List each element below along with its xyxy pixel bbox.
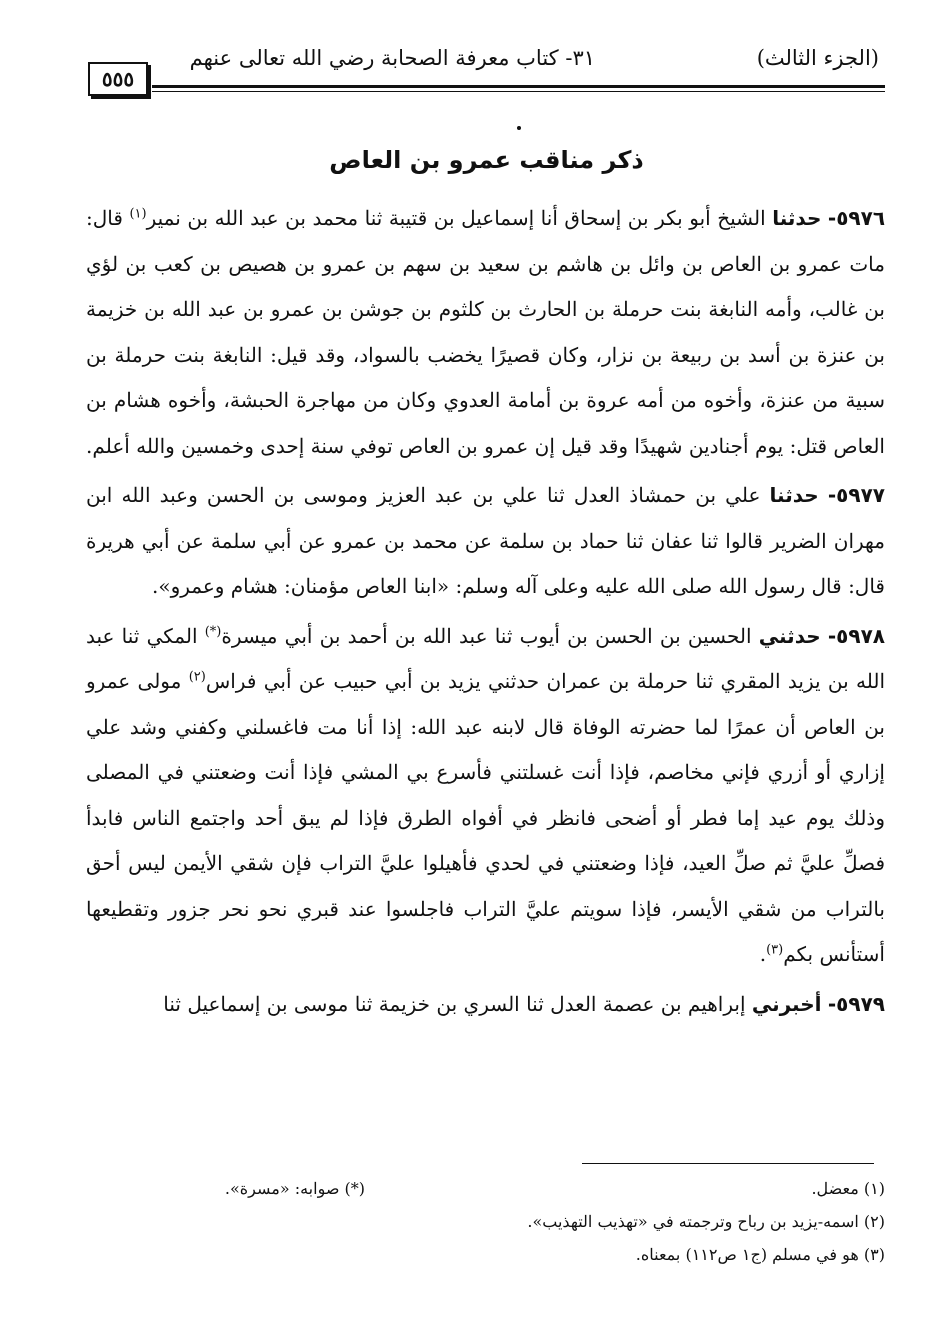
hadith-keyword: حدثني bbox=[758, 623, 821, 648]
hadith-paragraph bbox=[86, 196, 885, 469]
hadith-text: الشيخ أبو بكر بن إسحاق أنا إسماعيل بن قتيبة ثنا محمد بن عبد الله بن نمير bbox=[146, 206, 766, 230]
hadith-number: ٥٩٧٧- bbox=[827, 483, 885, 507]
footnotes bbox=[120, 1172, 885, 1271]
volume-label: (الجزء الثالث) bbox=[756, 46, 879, 70]
running-title: ٣١- كتاب معرفة الصحابة رضي الله تعالى عنهم bbox=[189, 46, 595, 70]
section-title: ذكر مناقب عمرو بن العاص bbox=[329, 146, 644, 174]
hadith-keyword: حدثنا bbox=[769, 483, 819, 507]
hadith-text-end: . bbox=[759, 942, 767, 966]
hadith-paragraph bbox=[86, 473, 885, 610]
footnote-2: (٢) اسمه-يزيد بن رباح وترجمته في «تهذيب التهذيب». bbox=[527, 1212, 885, 1231]
hadith-keyword: أخبرني bbox=[751, 991, 822, 1016]
footnote-ref: (٣) bbox=[766, 942, 784, 958]
hadith-keyword: حدثنا bbox=[772, 206, 822, 230]
footnote-star: (*) صوابه: «مسرة». bbox=[224, 1179, 365, 1198]
hadith-text: إبراهيم بن عصمة العدل ثنا السري بن خزيمة ثنا موسى بن إسماعيل ثنا bbox=[163, 991, 746, 1016]
footnote-3: (٣) هو في مسلم (ج١ ص١١٢) بمعناه. bbox=[635, 1245, 885, 1264]
footnote-row bbox=[120, 1205, 885, 1238]
footnote-1: (١) معضل. bbox=[811, 1179, 885, 1198]
hadith-number: ٥٩٧٨- bbox=[827, 623, 885, 648]
hadith-number: ٥٩٧٩- bbox=[827, 991, 885, 1016]
main-text bbox=[86, 196, 885, 1027]
hadith-text: المكي ثنا عبد الله بن يزيد المقري ثنا حرملة بن عمران حدثني يزيد بن أبي حبيب عن أبي فراس bbox=[86, 623, 886, 693]
footnote-ref: (*) bbox=[204, 623, 222, 639]
page-header bbox=[88, 38, 885, 100]
hadith-text: قال: مات عمرو بن العاص بن وائل بن هاشم بن سعيد بن سهم بن عمرو بن هصيص بن كعب بن لؤي بن غالب، وأمه النابغة بنت حرملة بن الحارث بن كلثوم بن جوشن بن عمرو بن عبد الله بن خزيمة بن عنزة بن أسد بن ربيعة بن نزار، وكان قصيرًا يخضب بالسواد، وقد قيل: النابغة بنت حرملة بن سبية من عنزة، وأخوه من أمه عروة بن أمامة العدوي وكان من مهاجرة الحبشة، وأخوه هشام بن العاص قتل: يوم أجنادين شهيدًا وقد قيل إن عمرو بن العاص توفي سنة إحدى وخمسين والله أعلم. bbox=[86, 206, 885, 458]
hadith-paragraph bbox=[86, 982, 885, 1028]
hadith-text: الحسين بن الحسن بن أيوب ثنا عبد الله بن أحمد بن أبي ميسرة bbox=[221, 623, 752, 648]
hadith-paragraph bbox=[86, 614, 885, 978]
hadith-text: علي بن حمشاذ العدل ثنا علي بن عبد العزيز وموسى بن الحسن وعبد الله ابن مهران الضرير قالوا ثنا عفان ثنا حماد بن سلمة عن محمد بن عمرو عن أبي سلمة عن أبي هريرة قال: قال رسول الله صلى الله عليه وعلى آله وسلم: «ابنا العاص مؤمنان: هشام وعمرو». bbox=[86, 483, 885, 598]
page-number: ٥٥٥ bbox=[88, 62, 148, 96]
hadith-number: ٥٩٧٦- bbox=[827, 206, 886, 230]
footnote-separator bbox=[582, 1163, 874, 1164]
header-rule-thick bbox=[152, 85, 885, 88]
header-rule-thin bbox=[152, 91, 885, 92]
footnote-row bbox=[120, 1172, 885, 1205]
hadith-text: مولى عمرو بن العاص أن عمرًا لما حضرته الوفاة قال لابنه عبد الله: إذا أنا مت فاغسلني وكفني وشد علي إزاري أو أزري فإني مخاصم، فإذا أنت غسلتني فأسرع بي المشي فإذا أنت وضعتني في المصلى وذلك يوم عيد إما فطر أو أضحى فانظر في أفواه الطرق فإذا لم يبق أحد واجتمع الناس فابدأ فصلِّ عليَّ ثم صلِّ العيد، فإذا وضعتني في لحدي فأهيلوا عليَّ التراب فإن شقي الأيمن ليس أحق بالتراب من شقي الأيسر، فإذا سويتم عليَّ التراب فاجلسوا عند قبري نحو نحر جزور وتقطيعها أستأنس بكم bbox=[86, 669, 885, 966]
footnote-row bbox=[120, 1238, 885, 1271]
decorative-dot bbox=[517, 126, 521, 130]
footnote-ref: (٢) bbox=[188, 669, 206, 685]
footnote-ref: (١) bbox=[129, 206, 147, 222]
